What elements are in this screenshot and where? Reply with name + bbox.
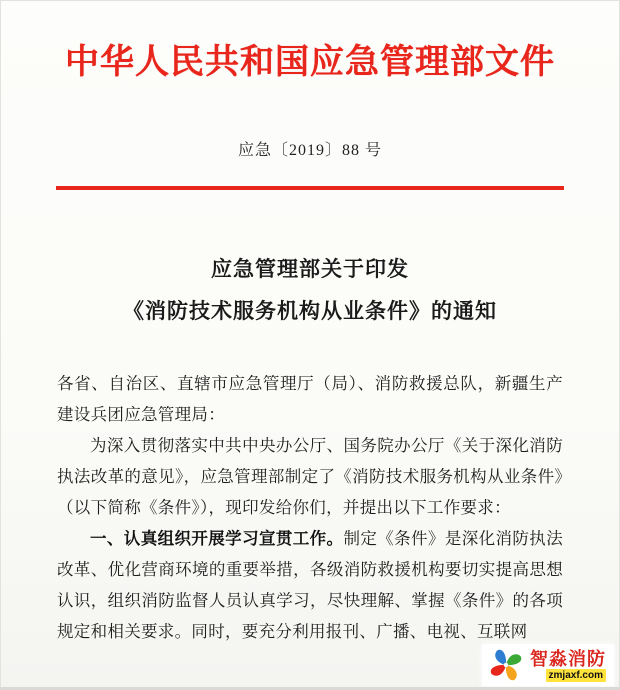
watermark-site: zmjaxf.com [546, 669, 606, 682]
pinwheel-logo-icon [488, 647, 524, 683]
watermark-badge [482, 644, 614, 686]
document-title-line1: 应急管理部关于印发 [211, 257, 409, 281]
body-paragraph-intro: 为深入贯彻落实中共中央办公厅、国务院办公厅《关于深化消防执法改革的意见》，应急管理部制定了《消防技术服务机构从业条件》（以下简称《条件》），现印发给你们，并提出以下工作要求： [57, 436, 563, 517]
recipient-paragraph: 各省、自治区、直辖市应急管理厅（局）、消防救援总队，新疆生产建设兵团应急管理局： [57, 374, 563, 424]
paragraph-body-text: 制定《条件》是深化消防执法改革、优化营商环境的重要举措，各级消防救援机构要切实提高思想认识，组织消防监督人员认真学习，尽快理解、掌握《条件》的各项规定和相关要求。同时，要充分利用报刊、广播、电视、互联网 [57, 529, 564, 641]
watermark-brand: 智淼消防 [530, 648, 606, 669]
document-title [0, 248, 620, 332]
body-paragraph-item-one [57, 523, 563, 647]
red-divider-line [56, 186, 564, 190]
watermark-text-block [530, 649, 606, 682]
document-body [57, 368, 563, 647]
document-number: 应急〔2019〕88 号 [237, 142, 382, 159]
document-header-title: 中华人民共和国应急管理部文件 [65, 44, 555, 81]
paragraph-bold-lead: 一、认真组织开展学习宣贯工作。 [90, 529, 344, 548]
document-title-line2: 《消防技术服务机构从业条件》的通知 [123, 299, 497, 323]
